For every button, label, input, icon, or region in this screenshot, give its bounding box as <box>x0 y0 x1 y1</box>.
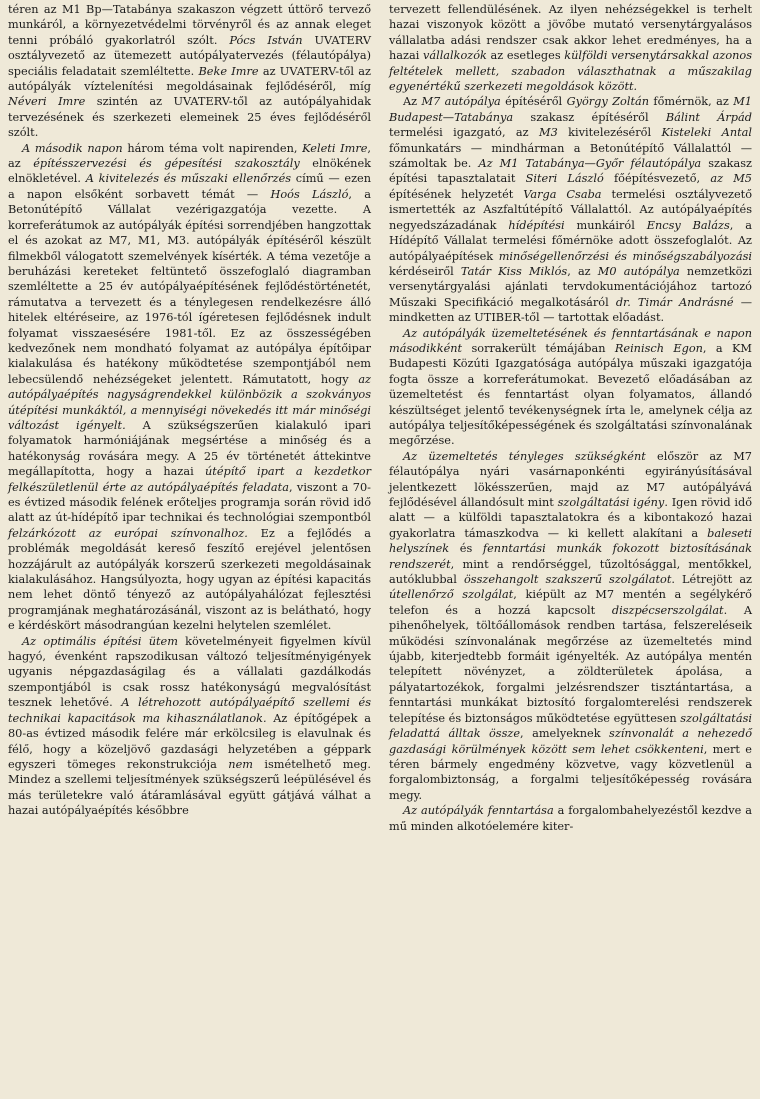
text-run: UVATERV osztályvezető az ütemezett autópályatervezés (félautópálya) speciális feladatait szemléltette. <box>8 33 371 78</box>
paragraph <box>8 2 371 141</box>
left-column <box>8 2 371 1099</box>
emphasis-text: A második napon <box>22 141 123 155</box>
right-column <box>389 2 752 1099</box>
text-run: az esetleges <box>486 49 565 63</box>
text-run: termelési osztályvezető ismertették az Aszfaltútépítő Vállalattól. Az autópályaépítés negyedszázadának <box>389 187 752 232</box>
emphasis-text: Az M1 Tatabánya—Győr félautópálya <box>478 157 702 171</box>
paragraph <box>389 449 752 803</box>
paragraph <box>389 803 752 834</box>
text-run: tervezett fellendülésének. Az ilyen nehézségekkel is terhelt hazai viszonyok között a jövőbe mutató versenytárgyalásos vállalatba adási rendszer csak akkor lehet eredményes, ha a hazai <box>389 3 752 63</box>
text-run: főmunkatárs — mindhárman a Betonútépítő Vállalattól — számoltak be. <box>389 141 752 171</box>
emphasis-text: vállalkozók <box>422 49 487 63</box>
text-run: és <box>449 542 483 556</box>
text-run: , viszont a 70-es évtized második felének erőteljes programja során rövid idő alatt az út-hídépítő ipar technikai és technológiai szempontból <box>8 480 371 525</box>
text-run: , az <box>8 141 372 171</box>
text-run: szakasz építési tapasztalatait <box>389 157 753 186</box>
emphasis-text: Az autópályák üzemeltetésének és fenntartásának e napon másodikként <box>389 326 752 355</box>
text-run: a forgalombahelyezéstől kezdve a mű minden alkotóelemére kiter- <box>389 804 753 833</box>
emphasis-text: építésszervezési és gépesítési szakosztály <box>33 157 300 171</box>
paragraph <box>389 94 752 325</box>
text-run: Az építőgépek a 80-as évtized második felére már erkölcsileg is elavulnak és félő, hogy a közeljövő gazdasági helyzetében a géppark egyszeri tömeges rekonstrukciója <box>8 711 371 771</box>
text-run: munkáiról <box>564 218 647 232</box>
emphasis-text: az autópályaépítés nagyságrendekkel különbözik a szokványos útépítési munkáktól, a mennyiségi növekedés itt már minőségi változást igényelt. <box>8 372 371 432</box>
text-run: A szükségszerűen kialakuló ipari folyamatok harmóniájának megsértése a minőség és a hatékonyság rovására megy. A 25 év történetét áttekintve megállapította, hogy a hazai <box>8 418 371 479</box>
emphasis-text: szolgáltatási feladattá álltak össze <box>389 711 752 741</box>
emphasis-text: Kisteleki Antal <box>661 126 752 140</box>
emphasis-text: színvonalát a nehezedő gazdasági körülmények között sem lehet csökkenteni <box>389 727 753 756</box>
emphasis-text: fenntartási munkák fokozott biztosításának rendszerét <box>389 542 752 571</box>
text-run: , a KM Budapesti Közúti Igazgatósága autópálya műszaki igazgatója fogta össze a korreferátumokat. Bevezető előadásában az üzemeltetést és fenntartást olyan folyamatos, állandó készültséget jelentő tevékenységnek írta le, amelynek célja az autópálya teljesítőképességének és szolgáltatási színvonalának megőrzése. <box>389 341 752 448</box>
emphasis-text: M7 autópálya <box>421 95 501 109</box>
text-run: , kiépült az M7 mentén a segélykérő telefon és a hozzá kapcsolt <box>389 588 752 617</box>
text-run: elnökének elnökletével. <box>8 157 371 186</box>
paragraph <box>389 2 752 94</box>
text-run: Az <box>403 95 422 109</box>
emphasis-text: A létrehozott autópályaépítő szellemi és technikai kapacitások ma kihasználatlanok. <box>8 696 371 725</box>
text-run: , a Hídépítő Vállalat termelési főmérnöke adott összefoglalót. Az autópályaépítések <box>389 218 752 263</box>
emphasis-text: Hoós László <box>270 187 349 201</box>
text-run: . A pihenőhelyek, töltőállomások rendben tartása, felszereléseik működési színvonalának megőrzése az üzemeltetés mind újabb, kiterjedtebb formáit igényelték. Az autópálya mentén telepített növényzet, a zöldterületek ápolása, a pályatartozékok, forgalmi jelzésrendszer tisztántartása, a fenntartási munkákat biztosító forgalomterelési rendszerek telepítése és biztonságos működtetése együttesen <box>389 603 753 725</box>
text-run: három téma volt napirenden, <box>122 141 303 155</box>
text-run: , az <box>567 264 598 278</box>
paragraph <box>389 326 752 449</box>
text-run: szintén az UVATERV-től az autópályahidak tervezésének és szerkezeti elemeinek 25 éves fejlődéséről szólt. <box>8 95 371 140</box>
text-run: Ez a fejlődés a problémák megoldását kereső feszítő erejével jelentősen hozzájárult az autópályák korszerű szerkezeti megoldásainak kialakulásához. Hangsúlyozta, hogy ugyan az építési kapacitás nem lehet döntő tényező az autópályahálózat fejlesztési programjának meghatározásánál, viszont az is belátható, hogy e kérdéskört másodrangúan kezelni helytelen szemlélet. <box>8 526 371 633</box>
text-run: az UVATERV-től az autópályák víztelenítési megoldásainak fejlődéséről, míg <box>8 64 371 94</box>
text-run: sorrakerült témájában <box>462 341 615 355</box>
text-run: — mindketten az UTIBER-től — tartottak előadást. <box>389 295 753 325</box>
text-run: , mert e téren bármely engedmény közvetve, vagy közvetlenül a forgalombiztonság, a forgalmi teljesítőképesség rovására megy. <box>389 742 752 802</box>
emphasis-text: Tatár Kiss Miklós <box>460 264 568 278</box>
emphasis-text: Keleti Imre <box>302 141 368 155</box>
emphasis-text: Encsy Balázs <box>646 218 730 232</box>
emphasis-text: külföldi versenytársakkal azonos feltételek mellett, szabadon választhatnak a műszakilag egyenértékű szerkezeti megoldások között. <box>389 49 753 94</box>
emphasis-text: Néveri Imre <box>8 95 86 109</box>
emphasis-text: útellenőrző szolgálat <box>389 588 514 602</box>
emphasis-text: György Zoltán <box>566 95 650 109</box>
emphasis-text: felzárkózott az európai színvonalhoz. <box>8 526 248 540</box>
text-run: téren az M1 Bp—Tatabánya szakaszon végzett úttörő tervező munkáról, a környezetvédelmi törvényről és az annak eleget tenni próbáló gyakorlatról szólt. <box>8 3 371 47</box>
text-run: kérdéseiről <box>389 264 461 278</box>
emphasis-text: szolgáltatási igény <box>557 496 665 509</box>
text-run: főmérnök, az <box>649 95 734 109</box>
text-run: , a Betonútépítő Vállalat vezérigazgatója vezette. A korreferátumok az autópályák építési sorrendjében hangzottak el és azokat az M7, M1, M3. autópályák építéséről készült filmekből válogatott szemelvények kísérték. A téma vezetője a beruházási kereteket feltüntető összefoglaló diagramban szemléltette a 25 év autópályaépítésének fejlődéstörténetét, rámutatva a tervezett és a ténylegesen rendelkezésre álló hitelek eltéréseire, az 1976-tól ígéretesen fejlődésnek indult folyamat visszaesésére 1981-től. Ez az összességében kedvezőnek nem mondható folyamat az autópálya építőipar kialakulása és hatékony működtetése szempontjából nem lebecsülendő nehézségeket jelentett. Rámutatott, hogy <box>8 187 372 386</box>
text-run: termelési igazgató, az <box>389 126 539 140</box>
text-run: , mint a rendőrséggel, tűzoltósággal, mentőkkel, autóklubbal <box>389 557 752 587</box>
text-run: főépítésvezető, <box>603 172 711 186</box>
emphasis-text: az M5 <box>710 172 752 186</box>
emphasis-text: diszpécserszolgálat <box>611 603 724 617</box>
emphasis-text: Varga Csaba <box>523 187 602 201</box>
paragraph <box>8 141 371 634</box>
text-run: először az M7 félautópálya nyári vasárnaponkénti egyirányúsításával jelentkezett lökésszerűen, majd az M7 autópályává fejlődésével állandósult mint <box>389 449 752 509</box>
emphasis-text: Siteri László <box>525 172 604 186</box>
text-run: című — ezen a napon elsőként sorbavett témát — <box>8 172 372 201</box>
emphasis-text: M0 autópálya <box>597 264 680 278</box>
emphasis-text: M3 <box>539 126 558 140</box>
emphasis-text: baleseti helyszínek <box>389 526 752 556</box>
text-run: . Létrejött az <box>671 573 752 587</box>
emphasis-text: útépítő ipart a kezdetkor felkészületlenül érte az autópályaépítés feladata <box>8 465 371 494</box>
text-run: építéséről <box>500 95 567 109</box>
emphasis-text: Az optimális építési ütem <box>22 634 178 648</box>
emphasis-text: Bálint Árpád <box>665 110 753 124</box>
text-run: . Igen rövid idő alatt — a külföldi tapasztalatokra és a kibontakozó hazai gyakorlatra támaszkodva — ki kellett alakítani a <box>389 496 753 540</box>
emphasis-text: nem <box>228 757 253 771</box>
emphasis-text: dr. Timár Andrásné <box>615 295 734 309</box>
text-run: , amelyeknek <box>520 727 610 741</box>
text-run: nemzetközi versenytárgyalási ajánlati tervdokumentációjához tartozó Műszaki Specifikáció megalkotásáról <box>389 264 752 309</box>
emphasis-text: A kivitelezés és műszaki ellenőrzés <box>85 172 292 186</box>
emphasis-text: Az üzemeltetés tényleges szükségként <box>403 449 646 463</box>
emphasis-text: hídépítési <box>508 218 565 232</box>
text-run: szakasz építéséről <box>513 110 666 124</box>
emphasis-text: Reinisch Egon <box>614 341 703 355</box>
emphasis-text: M1 Budapest—Tatabánya <box>389 95 752 124</box>
text-run: építésének helyzetét <box>389 187 524 201</box>
text-run: követelményeit figyelmen kívül hagyó, évenként rapszodikusan változó teljesítményigények ugyanis népgazdaságilag és a vállalati gazdálkodás szempontjából is csak rossz hatékonyságú megvalósítást tesznek lehetővé. <box>8 634 371 710</box>
emphasis-text: összehangolt szakszerű szolgálatot <box>463 573 672 587</box>
emphasis-text: minőségellenőrzési és minőségszabályozási <box>498 249 752 263</box>
emphasis-text: Pócs István <box>229 33 303 47</box>
emphasis-text: Az autópályák fenntartása <box>403 804 554 818</box>
emphasis-text: Beke Imre <box>198 64 259 78</box>
text-run: ismételhető meg. Mindez a szellemi teljesítmények szükségszerű leépülésével és más területekre való átáramlásával együtt gátjává válhat a hazai autópályaépítés későbbre <box>8 757 371 818</box>
paragraph <box>8 634 371 819</box>
text-run: kivitelezéséről <box>557 126 662 140</box>
